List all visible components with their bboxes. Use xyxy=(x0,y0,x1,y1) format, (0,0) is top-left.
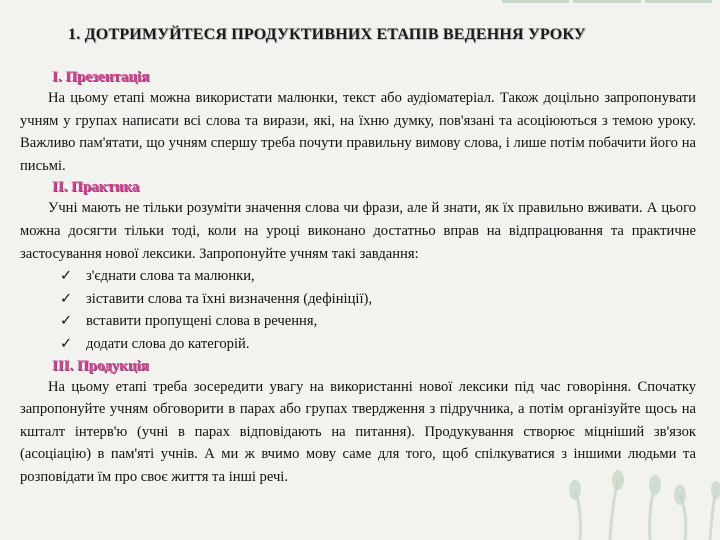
section-title-presentation: I. Презентація xyxy=(52,69,150,85)
section-title-production: III. Продукція xyxy=(52,357,149,374)
list-item: ✓ додати слова до категорій. xyxy=(60,333,696,356)
list-item: ✓ вставити пропущені слова в речення, xyxy=(60,310,696,333)
task-list xyxy=(20,265,696,355)
list-item: ✓ зіставити слова та їхні визначення (дефініції), xyxy=(60,288,696,311)
top-decor-bar xyxy=(502,0,712,3)
plant-decoration-icon xyxy=(520,460,720,540)
document-body xyxy=(20,67,696,489)
section-text-practice: Учні мають не тільки розуміти значення слова чи фрази, але й знати, як їх правильно вживати. А цього можна досягти тільки тоді, коли на уроці виконано достатньо вправ на відпрацювання та практичне застосування нової лексики. Запропонуйте учням такі завдання: xyxy=(20,200,696,262)
list-item: ✓ з'єднати слова та малюнки, xyxy=(60,265,696,288)
checkmark-icon: ✓ xyxy=(60,335,73,352)
section-text-production: На цьому етапі треба зосередити увагу на використанні нової лексики під час говоріння. Спочатку запропонуйте учням обговорити в парах або групах твердження з підручника, а потім організуйте щось на кшталт інтерв'ю (учні в парах відповідають на питання). Продукування створює міцніший зв'язок (асоціацію) в пам'яті учнів. А ми ж вчимо мову саме для того, щоб спілкуватися з іншими людьми та розповідати їм про своє життя та інші речі. xyxy=(20,378,696,485)
checkmark-icon: ✓ xyxy=(60,313,73,330)
section-title-practice: II. Практика xyxy=(52,179,140,196)
section-text-presentation: На цьому етапі можна використати малюнки, текст або аудіоматеріал. Також доцільно запропонувати учням у групах написати всі слова та вирази, які, на їхню думку, пов'язані та асоціюються з темою уроку. Важливо пам'ятати, що учням спершу треба почути правильну вимову слова, і лише потім побачити його на письмі. xyxy=(20,90,696,174)
checkmark-icon: ✓ xyxy=(60,290,73,307)
page-heading: 1. ДОТРИМУЙТЕСЯ ПРОДУКТИВНИХ ЕТАПІВ ВЕДЕННЯ УРОКУ xyxy=(68,26,586,43)
checkmark-icon: ✓ xyxy=(60,268,73,285)
